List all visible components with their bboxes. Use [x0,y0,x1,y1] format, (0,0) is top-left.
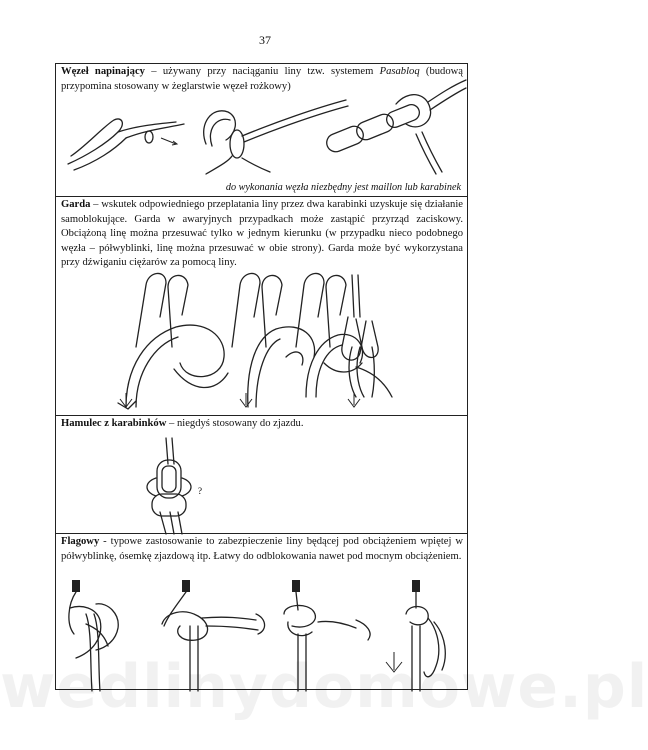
section-napinajacy [55,63,468,196]
section-title: Hamulec z karabinków [61,418,167,429]
section-caption: do wykonania węzła niezbędny jest maillon lub karabinek [225,182,461,193]
section-garda [55,196,468,415]
hamulec-illustration [56,416,469,534]
flagowy-illustration [56,534,469,691]
section-title: Węzeł napinający [61,66,145,77]
section-title: Garda [61,199,91,210]
garda-illustration [56,197,469,416]
section-text: Garda – wskutek odpowiedniego przeplatania liny przez dwa karabinki uzyskuje się działanie samoblokujące. Garda w awaryjnych przypadkach może zastąpić przyrząd zaciskowy. Obciążoną linę można przesuwać tylko w jednym kierunku (w przypadku nieco podobnego węzła – półwyblinki, linę można przesuwać w obie strony). Garda może być wykorzystana przy dźwiganiu ciężarów za pomocą liny. [61,199,463,268]
page-number: 37 [259,33,271,47]
section-text: Hamulec z karabinków – niegdyś stosowany do zjazdu. [61,418,304,429]
napinajacy-illustration [56,64,469,197]
section-flagowy [55,533,468,690]
section-hamulec [55,415,468,533]
section-title: Flagowy [61,536,100,547]
watermark: wedlinydomowe.pl [0,652,648,722]
section-text: Flagowy - typowe zastosowanie to zabezpieczenie liny będącej pod obciążeniem wpiętej w półwyblinkę, ósemkę zjazdową itp. Łatwy do odblokowania nawet pod mocnym obciążeniem. [61,536,463,562]
section-text: Węzeł napinający – używany przy naciąganiu liny tzw. systemem Pasabloq (budową przypomina stosowany w żeglarstwie węzeł rożkowy) [61,66,463,92]
svg-text:?: ? [198,486,202,496]
